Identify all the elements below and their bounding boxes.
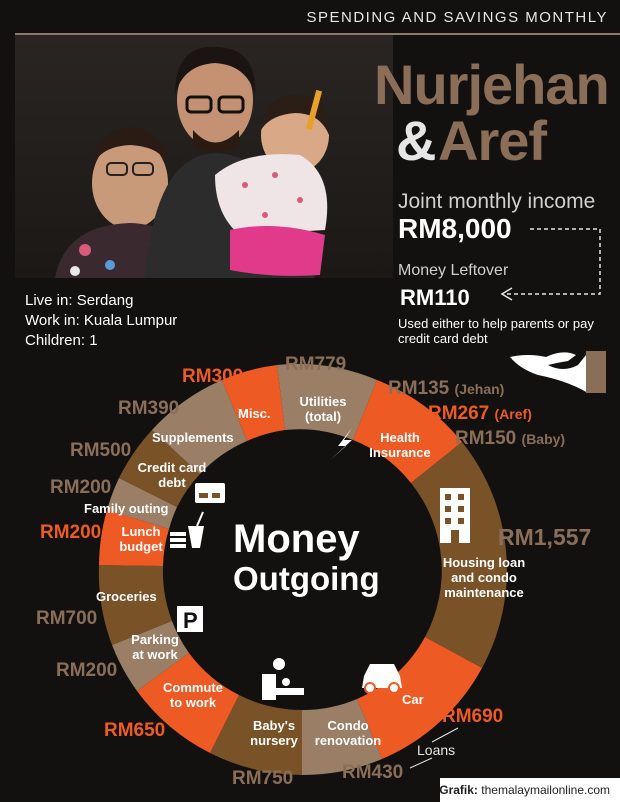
info-children: Children: 1 [25,332,98,349]
income-label: Joint monthly income [398,190,596,213]
amount-lunch: RM200 [40,522,102,543]
parking-icon [177,606,203,633]
label-family: Family outing [84,501,169,516]
ampersand: & [396,109,437,172]
leftover-note: Used either to help parents or pay credit card debt [398,316,594,346]
amount-credit: RM500 [70,440,132,461]
amount-nursery: RM750 [232,768,294,789]
income-value: RM8,000 [398,213,512,244]
amount-health-aref: RM267 (Aref) [428,403,532,424]
label-groceries: Groceries [96,589,157,604]
amount-health-jehan: RM135 (Jehan) [388,378,505,399]
amount-supplements: RM390 [118,398,180,419]
amount-misc: RM300 [182,366,244,387]
center-title-line1: Money [233,517,360,561]
label-lunch: Lunch budget [119,524,163,554]
label-supplements: Supplements [152,430,234,445]
source-credit: Grafik: themalaymailonline.com [439,783,610,797]
label-nursery: Baby's nursery [250,718,298,748]
amount-utilities: RM779 [285,354,347,375]
amount-commute: RM650 [104,720,166,741]
baby-changing-icon [262,658,304,700]
amount-groceries: RM700 [36,608,98,629]
label-parking: Parking at work [131,632,179,662]
name-aref: Aref [438,109,547,172]
leftover-value: RM110 [400,285,470,310]
loans-label: Loans [417,742,456,758]
label-health: Health Insurance [369,430,431,460]
amount-family: RM200 [50,477,112,498]
leftover-label: Money Leftover [398,262,509,279]
label-car: Car [402,692,424,707]
info-work: Work in: Kuala Lumpur [25,312,178,329]
building-icon [440,488,470,543]
center-title-line2: Outgoing [233,560,380,597]
amount-car: RM690 [442,706,504,727]
amount-health-baby: RM150 (Baby) [455,428,566,449]
amount-condo: RM430 [342,762,404,783]
info-live: Live in: Serdang [25,292,134,309]
label-misc: Misc. [238,406,271,421]
page-title: SPENDING AND SAVINGS MONTHLY [306,9,608,26]
label-condo: Condo renovation [314,718,382,748]
label-housing: Housing loan and condo maintenance [442,555,526,600]
label-credit: Credit card debt [137,460,207,490]
label-commute: Commute to work [163,680,223,710]
lunch-icon [170,512,204,548]
svg-text:P: P [183,608,198,633]
amount-parking: RM200 [56,660,118,681]
label-utilities: Utilities (total) [299,394,347,424]
amount-housing: RM1,557 [498,524,592,550]
name-nurjehan: Nurjehan [374,53,609,116]
